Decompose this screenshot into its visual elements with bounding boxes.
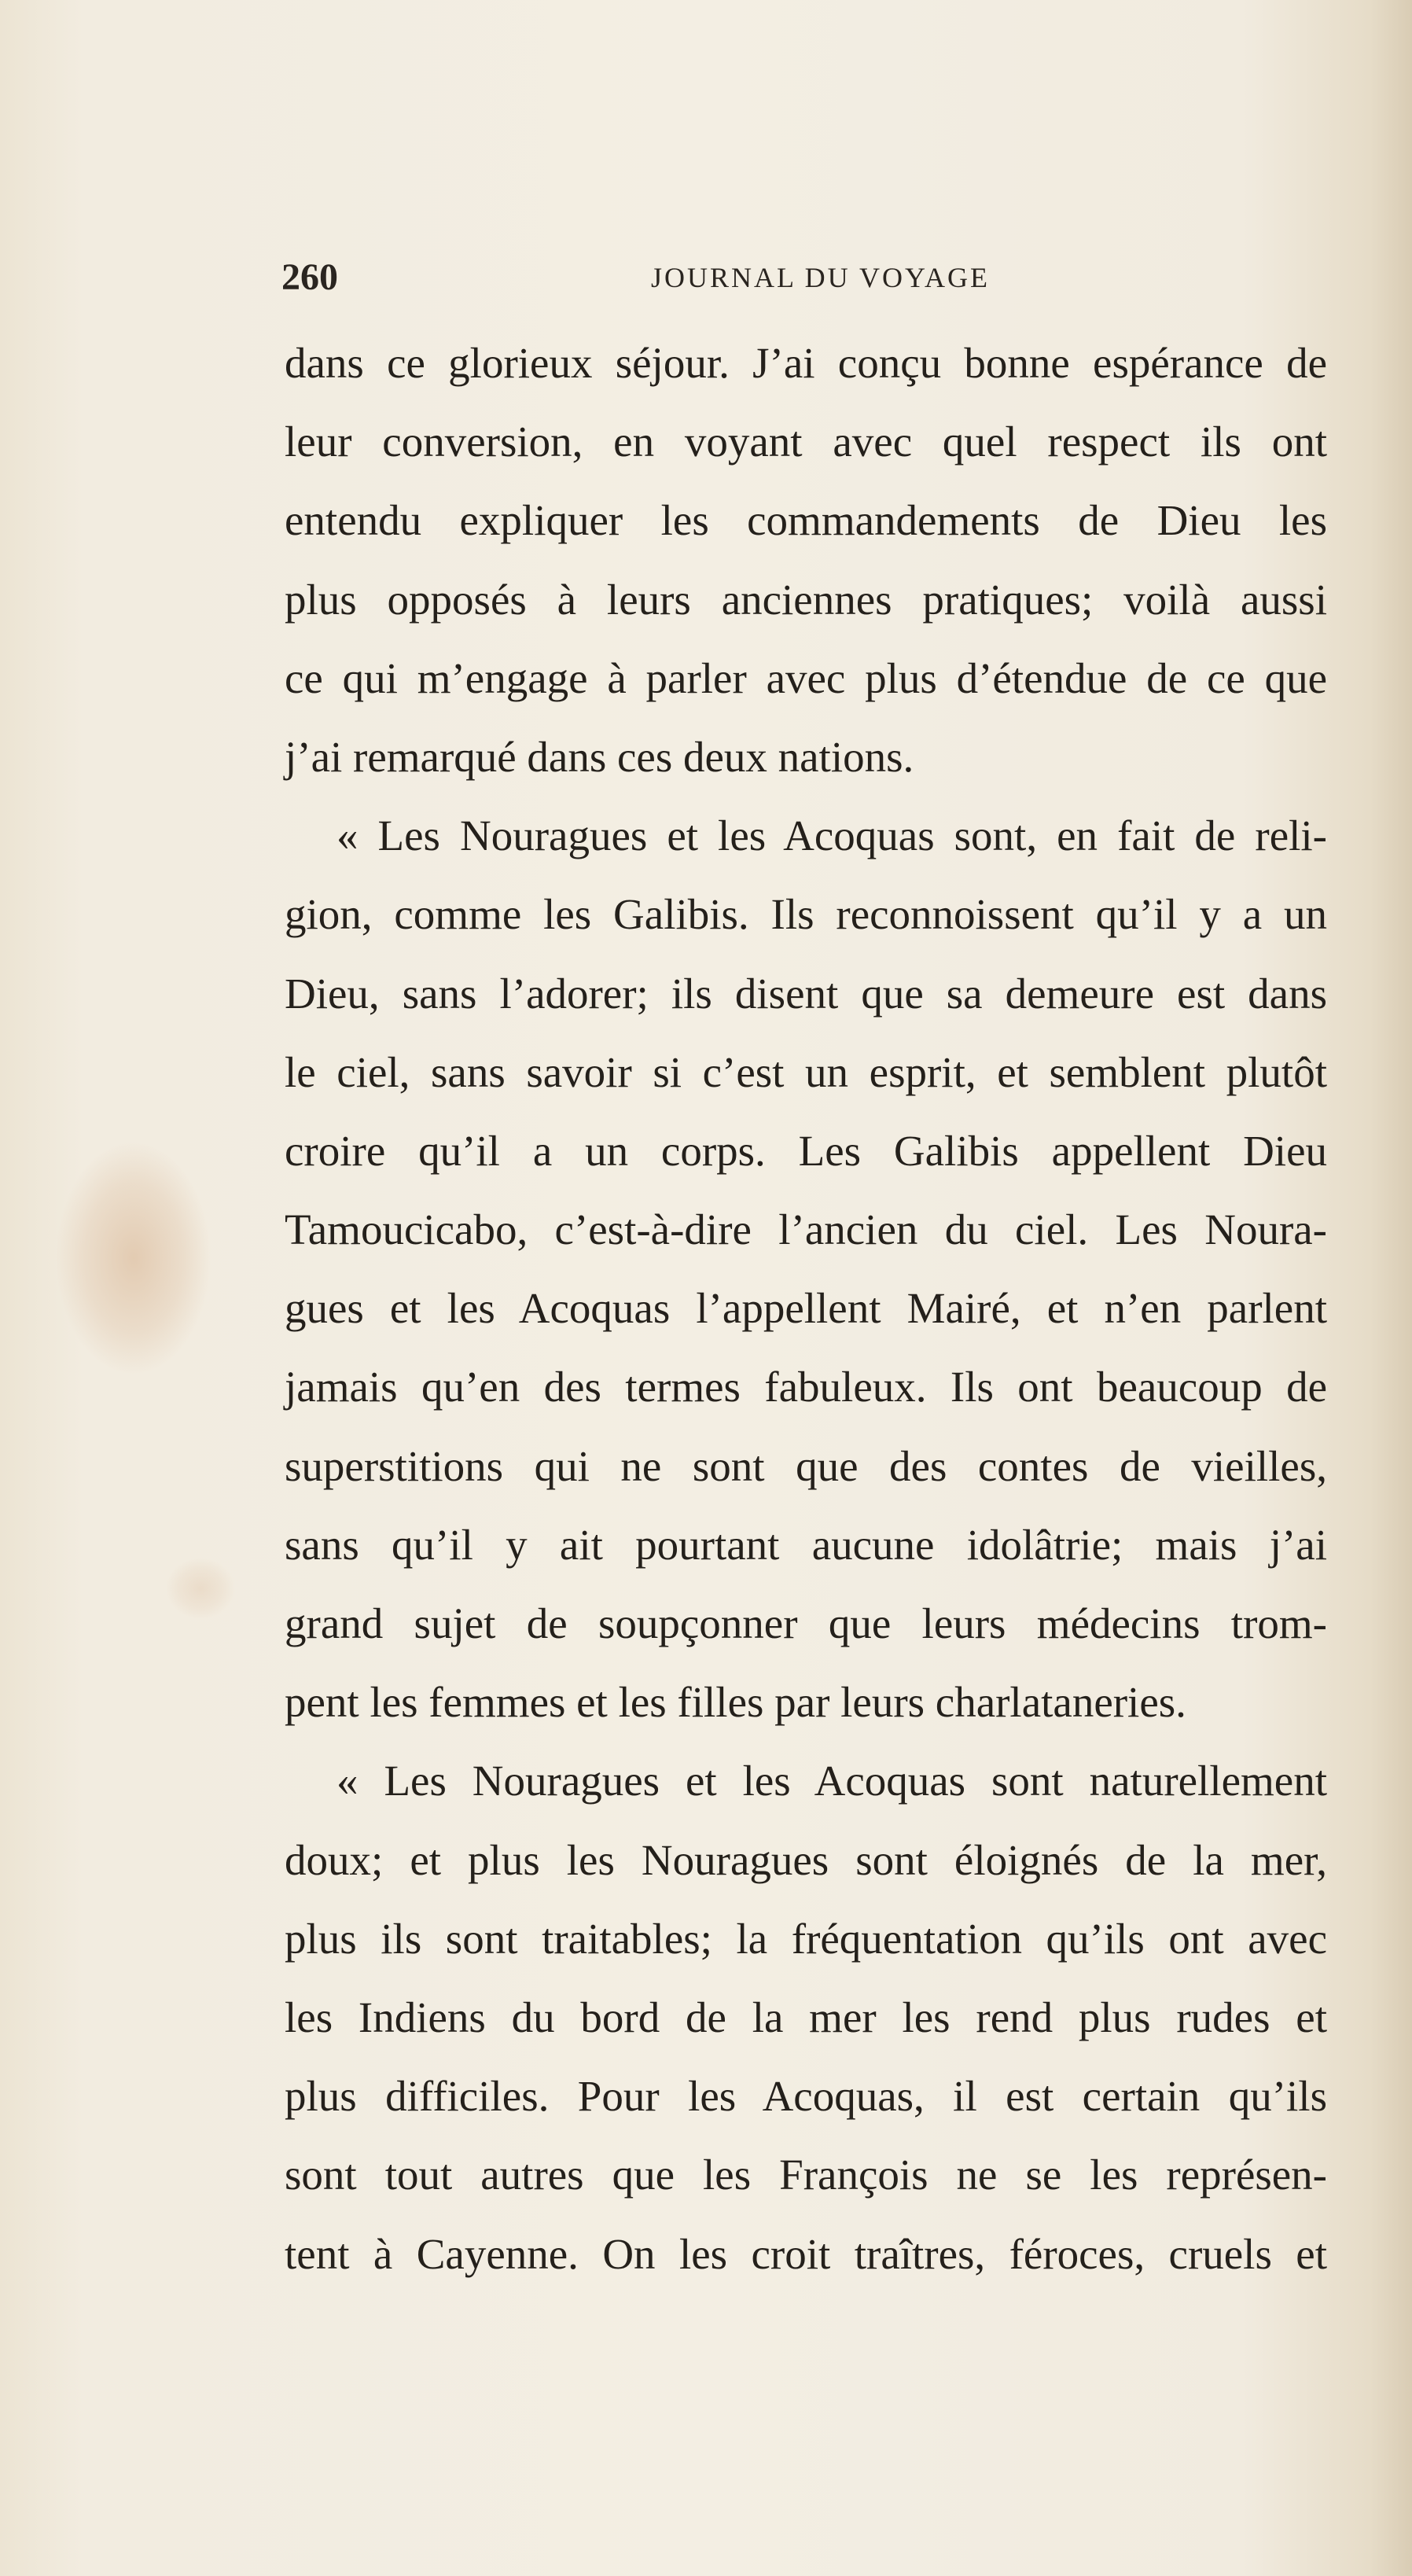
text-line: doux; et plus les Nouragues sont éloignés de la mer, <box>285 1835 1327 1884</box>
paper-stain <box>55 1140 212 1376</box>
text-line: sans qu’il y ait pourtant aucune idolâtrie; mais j’ai <box>285 1520 1327 1569</box>
text-line: Tamoucicabo, c’est-à-dire l’ancien du ciel. Les Noura- <box>285 1205 1327 1254</box>
paper-stain <box>165 1557 236 1620</box>
running-title: JOURNAL DU VOYAGE <box>651 262 991 293</box>
text-line: plus difficiles. Pour les Acoquas, il est certain qu’ils <box>285 2072 1327 2121</box>
text-line: les Indiens du bord de la mer les rend plus rudes et <box>285 1993 1327 2041</box>
text-line: croire qu’il a un corps. Les Galibis appellent Dieu <box>285 1126 1327 1175</box>
text-line: plus opposés à leurs anciennes pratiques; voilà aussi <box>285 575 1327 624</box>
text-line: leur conversion, en voyant avec quel respect ils ont <box>285 418 1327 466</box>
page-number: 260 <box>281 256 338 298</box>
text-line: sont tout autres que les François ne se les représen- <box>285 2151 1327 2199</box>
text-line: jamais qu’en des termes fabuleux. Ils ont beaucoup de <box>285 1363 1327 1411</box>
text-line: tent à Cayenne. On les croit traîtres, féroces, cruels et <box>285 2229 1327 2278</box>
text-line: Dieu, sans l’adorer; ils disent que sa demeure est dans <box>285 969 1327 1018</box>
text-line: « Les Nouragues et les Acoquas sont naturellement <box>336 1757 1327 1805</box>
body-text <box>285 324 1327 2294</box>
text-line: gion, comme les Galibis. Ils reconnoissent qu’il y a un <box>285 890 1327 939</box>
text-line: entendu expliquer les commandements de Dieu les <box>285 496 1327 545</box>
running-head <box>281 250 1327 305</box>
text-line: gues et les Acoquas l’appellent Mairé, et n’en parlent <box>285 1284 1327 1333</box>
text-line: le ciel, sans savoir si c’est un esprit, et semblent plutôt <box>285 1047 1327 1096</box>
text-line: ce qui m’engage à parler avec plus d’étendue de ce que <box>285 653 1327 702</box>
text-line: « Les Nouragues et les Acoquas sont, en fait de reli- <box>336 811 1327 860</box>
text-line: plus ils sont traitables; la fréquentation qu’ils ont avec <box>285 1914 1327 1963</box>
text-line: dans ce glorieux séjour. J’ai conçu bonne espérance de <box>285 339 1327 387</box>
text-line: grand sujet de soupçonner que leurs médecins trom- <box>285 1599 1327 1647</box>
text-line: pent les femmes et les filles par leurs charlataneries. <box>285 1678 1186 1727</box>
text-line: j’ai remarqué dans ces deux nations. <box>285 732 914 781</box>
text-line: superstitions qui ne sont que des contes de vieilles, <box>285 1441 1327 1490</box>
